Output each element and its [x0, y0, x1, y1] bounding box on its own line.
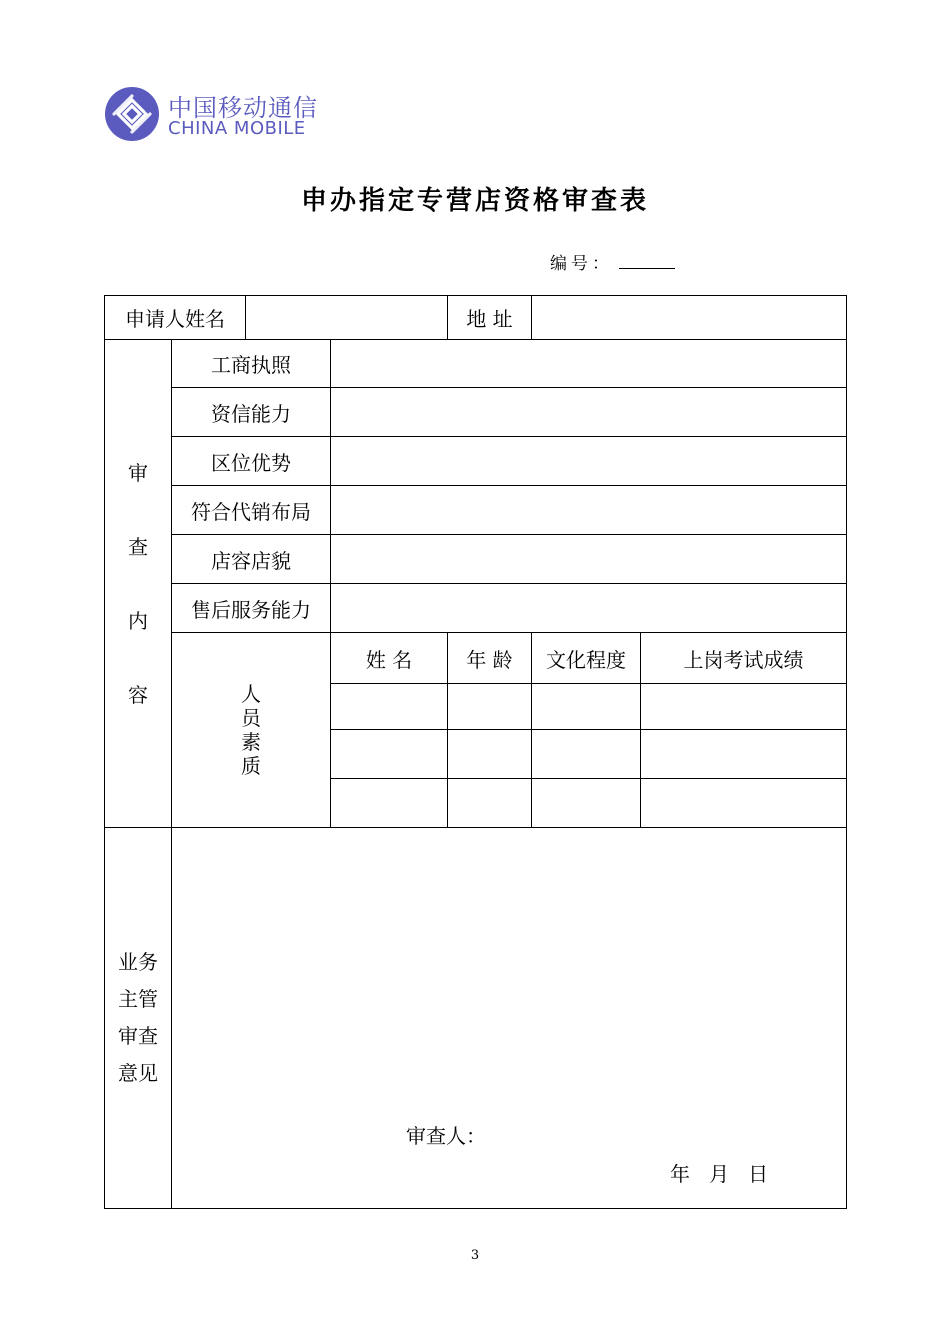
serial-number: [550, 249, 675, 274]
staff-exam-score-cell[interactable]: [641, 684, 847, 730]
applicant-row: [105, 296, 847, 340]
staff-label-char: 人: [241, 682, 261, 706]
opinion-label-line: 主管: [118, 987, 158, 1011]
review-label-char: 审: [128, 460, 148, 485]
staff-exam-score-cell[interactable]: [641, 779, 847, 828]
review-label-char: 容: [128, 682, 148, 707]
review-item-row: [105, 486, 847, 535]
review-item-label: 资信能力: [172, 388, 331, 437]
serial-number-field[interactable]: [619, 252, 675, 269]
applicant-name-label: 申请人姓名: [105, 296, 246, 340]
opinion-label-line: 业务: [118, 950, 158, 974]
review-item-field[interactable]: [331, 340, 847, 388]
review-item-field[interactable]: [331, 486, 847, 535]
review-item-label: 售后服务能力: [172, 584, 331, 633]
review-item-field[interactable]: [331, 388, 847, 437]
opinion-label: [105, 828, 172, 1209]
staff-name-cell[interactable]: [331, 684, 448, 730]
reviewer-label: 审查人：: [406, 1124, 486, 1148]
china-mobile-logo-icon: [104, 86, 160, 142]
staff-age-cell[interactable]: [448, 684, 532, 730]
staff-age-header: 年 龄: [448, 633, 532, 684]
staff-education-header: 文化程度: [532, 633, 641, 684]
page-title: 申办指定专营店资格审查表: [300, 186, 649, 216]
review-item-row: [105, 535, 847, 584]
page-number: 3: [470, 1248, 480, 1263]
review-item-field[interactable]: [331, 584, 847, 633]
review-item-field[interactable]: [331, 535, 847, 584]
opinion-label-line: 意见: [118, 1061, 158, 1085]
review-item-label: 工商执照: [172, 340, 331, 388]
serial-number-label: 编号：: [550, 254, 613, 274]
review-label-char: 查: [128, 534, 148, 559]
review-form-table: [104, 295, 847, 1209]
date-label: 年 月 日: [670, 1162, 769, 1186]
address-label: 地 址: [448, 296, 532, 340]
opinion-label-line: 审查: [118, 1024, 158, 1048]
address-field[interactable]: [532, 296, 847, 340]
logo-english-text: CHINA MOBILE: [168, 118, 306, 139]
staff-quality-label: [172, 633, 331, 828]
staff-label-char: 质: [241, 754, 261, 778]
staff-name-cell[interactable]: [331, 779, 448, 828]
review-item-field[interactable]: [331, 437, 847, 486]
china-mobile-logo: [104, 86, 344, 146]
review-item-row: [105, 388, 847, 437]
review-item-row: [105, 584, 847, 633]
staff-label-char: 员: [241, 706, 261, 730]
review-label-char: 内: [128, 608, 148, 633]
staff-age-cell[interactable]: [448, 779, 532, 828]
staff-name-cell[interactable]: [331, 730, 448, 779]
staff-header-row: [105, 633, 847, 684]
review-content-label: [105, 340, 172, 828]
staff-education-cell[interactable]: [532, 779, 641, 828]
staff-name-header: 姓 名: [331, 633, 448, 684]
review-item-label: 符合代销布局: [172, 486, 331, 535]
review-item-row: [105, 437, 847, 486]
staff-exam-score-header: 上岗考试成绩: [641, 633, 847, 684]
applicant-name-field[interactable]: [246, 296, 448, 340]
review-item-label: 区位优势: [172, 437, 331, 486]
opinion-row: [105, 828, 847, 1209]
staff-education-cell[interactable]: [532, 730, 641, 779]
review-item-row: [105, 340, 847, 388]
review-item-label: 店容店貌: [172, 535, 331, 584]
staff-label-char: 素: [241, 730, 261, 754]
staff-age-cell[interactable]: [448, 730, 532, 779]
logo-chinese-text: 中国移动通信: [168, 94, 318, 122]
staff-education-cell[interactable]: [532, 684, 641, 730]
staff-exam-score-cell[interactable]: [641, 730, 847, 779]
opinion-field[interactable]: [172, 828, 847, 1209]
